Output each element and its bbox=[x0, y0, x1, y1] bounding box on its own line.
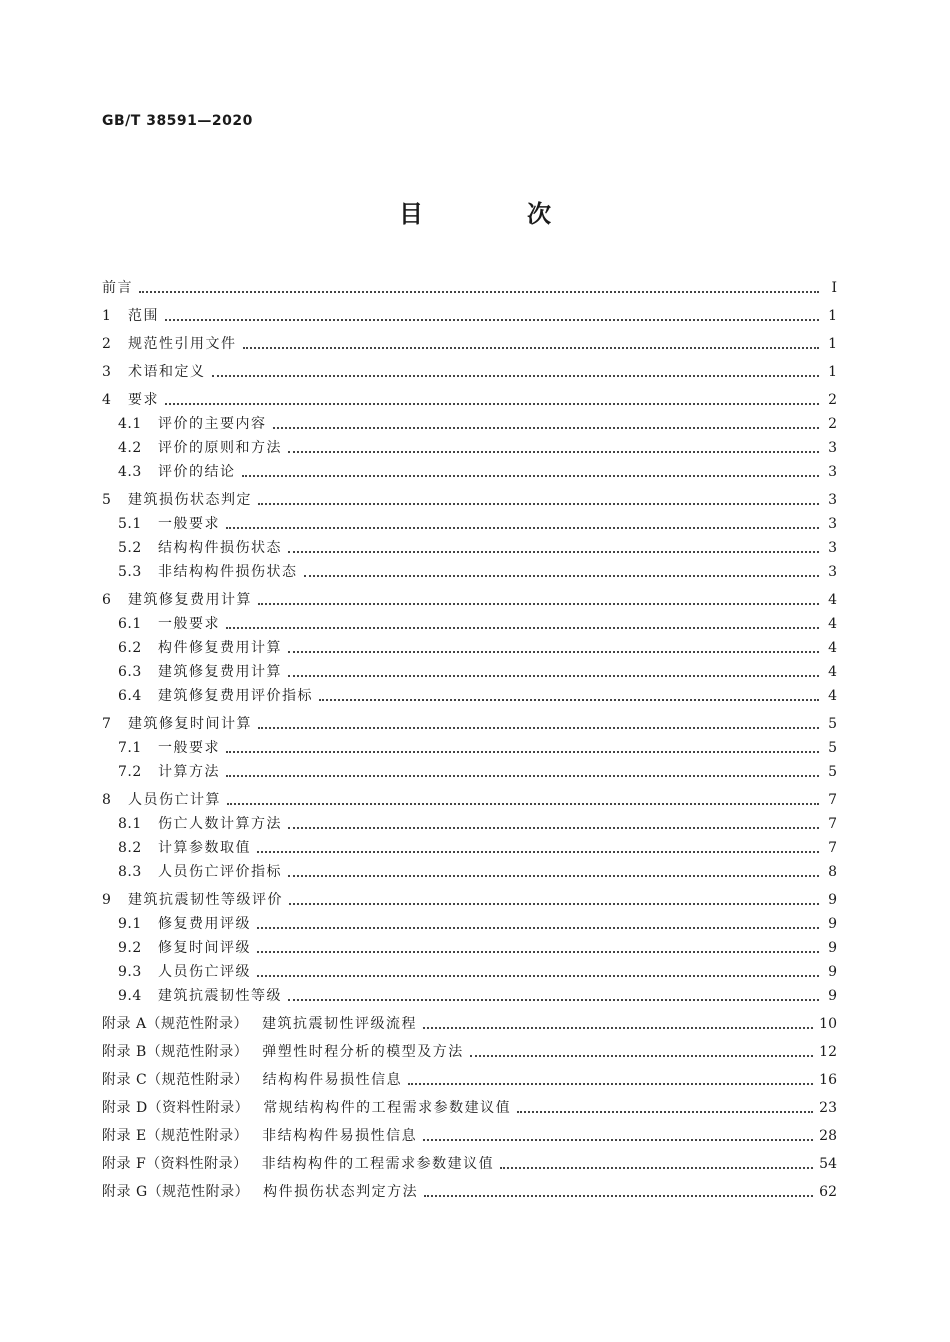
toc-entry[interactable] bbox=[102, 1036, 837, 1064]
dot-leader bbox=[258, 726, 819, 729]
toc-entry[interactable] bbox=[102, 356, 837, 384]
dot-leader bbox=[226, 626, 819, 629]
toc-entry-number: 9.1 bbox=[118, 916, 142, 932]
dot-leader bbox=[288, 826, 819, 829]
toc-entry-label: 建筑损伤状态判定 bbox=[128, 492, 252, 508]
toc-entry-page: 3 bbox=[828, 540, 837, 556]
dot-leader bbox=[257, 974, 819, 977]
toc-entry-label: 一般要求 bbox=[158, 740, 220, 756]
toc-entry-page: 4 bbox=[828, 592, 837, 608]
toc-entry-number: 9.2 bbox=[118, 940, 142, 956]
toc-entry-label: 人员伤亡评级 bbox=[158, 964, 251, 980]
dot-leader bbox=[288, 674, 819, 677]
toc-entry-number: 7.2 bbox=[118, 764, 142, 780]
dot-leader bbox=[139, 290, 819, 293]
toc-entry-page: 10 bbox=[819, 1016, 837, 1032]
toc-entry-number: 4.3 bbox=[118, 464, 142, 480]
toc-entry-page: 5 bbox=[828, 716, 837, 732]
toc-entry-label: 范围 bbox=[128, 308, 159, 324]
dot-leader bbox=[423, 1138, 813, 1141]
toc-entry-label: 建筑抗震韧性等级评价 bbox=[128, 892, 283, 908]
toc-entry-page: 7 bbox=[828, 792, 837, 808]
toc-entry-number: 8.1 bbox=[118, 816, 142, 832]
toc-entry[interactable] bbox=[102, 1120, 837, 1148]
toc-entry[interactable] bbox=[102, 912, 837, 936]
dot-leader bbox=[165, 402, 819, 405]
toc-entry-label: 一般要求 bbox=[158, 616, 220, 632]
toc-entry-page: 4 bbox=[828, 616, 837, 632]
page-title: 目 次 bbox=[399, 200, 591, 228]
toc-entry-label: 结构构件损伤状态 bbox=[158, 540, 282, 556]
toc-entry-page: 9 bbox=[828, 916, 837, 932]
toc-entry-label: 构件损伤状态判定方法 bbox=[263, 1184, 419, 1200]
toc-entry-number: 4 bbox=[102, 392, 112, 408]
toc-entry-number: 附录 E（规范性附录） bbox=[102, 1128, 249, 1144]
dot-leader bbox=[288, 550, 819, 553]
table-of-contents bbox=[102, 272, 837, 1204]
toc-entry-label: 建筑抗震韧性评级流程 bbox=[262, 1016, 418, 1032]
toc-entry-number: 9.3 bbox=[118, 964, 142, 980]
toc-entry[interactable] bbox=[102, 812, 837, 836]
toc-entry-number: 8 bbox=[102, 792, 112, 808]
toc-entry-number: 附录 B（规范性附录） bbox=[102, 1044, 249, 1060]
toc-entry[interactable] bbox=[102, 328, 837, 356]
dot-leader bbox=[226, 774, 819, 777]
toc-entry-page: 9 bbox=[828, 940, 837, 956]
toc-entry-page: 4 bbox=[828, 664, 837, 680]
toc-entry-page: 7 bbox=[828, 840, 837, 856]
dot-leader bbox=[288, 650, 819, 653]
dot-leader bbox=[273, 426, 820, 429]
toc-entry-number: 4.2 bbox=[118, 440, 142, 456]
toc-entry-number: 6.1 bbox=[118, 616, 142, 632]
toc-entry-label: 非结构构件易损性信息 bbox=[262, 1128, 418, 1144]
toc-entry-label: 评价的原则和方法 bbox=[158, 440, 282, 456]
toc-entry-number: 4.1 bbox=[118, 416, 142, 432]
dot-leader bbox=[257, 926, 819, 929]
toc-entry[interactable] bbox=[102, 760, 837, 784]
dot-leader bbox=[423, 1026, 813, 1029]
toc-entry-page: 28 bbox=[819, 1128, 837, 1144]
toc-entry[interactable] bbox=[102, 484, 837, 512]
toc-entry[interactable] bbox=[102, 936, 837, 960]
dot-leader bbox=[212, 374, 820, 377]
toc-entry-number: 6.2 bbox=[118, 640, 142, 656]
toc-entry[interactable] bbox=[102, 984, 837, 1008]
toc-entry-label: 一般要求 bbox=[158, 516, 220, 532]
toc-entry-page: 2 bbox=[828, 392, 837, 408]
toc-entry[interactable] bbox=[102, 684, 837, 708]
toc-entry[interactable] bbox=[102, 384, 837, 412]
toc-entry-page: 9 bbox=[828, 964, 837, 980]
toc-entry-label: 修复时间评级 bbox=[158, 940, 251, 956]
toc-entry-page: 7 bbox=[828, 816, 837, 832]
toc-entry-page: 1 bbox=[828, 364, 837, 380]
toc-entry-label: 计算参数取值 bbox=[158, 840, 251, 856]
toc-entry[interactable] bbox=[102, 860, 837, 884]
toc-entry-label: 建筑修复时间计算 bbox=[128, 716, 252, 732]
toc-entry-page: 2 bbox=[828, 416, 837, 432]
dot-leader bbox=[470, 1054, 813, 1057]
toc-entry-number: 5.2 bbox=[118, 540, 142, 556]
dot-leader bbox=[289, 902, 819, 905]
toc-entry-number: 5.3 bbox=[118, 564, 142, 580]
dot-leader bbox=[226, 750, 819, 753]
toc-entry-number: 7 bbox=[102, 716, 112, 732]
toc-entry[interactable] bbox=[102, 784, 837, 812]
toc-entry-number: 附录 F（资料性附录） bbox=[102, 1156, 248, 1172]
toc-entry-page: 5 bbox=[828, 740, 837, 756]
toc-entry-number: 7.1 bbox=[118, 740, 142, 756]
toc-entry-number: 3 bbox=[102, 364, 112, 380]
toc-entry-label: 前言 bbox=[102, 280, 133, 296]
toc-entry-number: 2 bbox=[102, 336, 112, 352]
toc-entry-page: 4 bbox=[828, 688, 837, 704]
toc-entry[interactable] bbox=[102, 300, 837, 328]
toc-entry-page: 54 bbox=[819, 1156, 837, 1172]
toc-entry-label: 计算方法 bbox=[158, 764, 220, 780]
toc-entry-number: 8.3 bbox=[118, 864, 142, 880]
toc-entry-page: 8 bbox=[828, 864, 837, 880]
toc-entry-label: 评价的主要内容 bbox=[158, 416, 267, 432]
toc-entry-page: 9 bbox=[828, 892, 837, 908]
toc-entry-label: 弹塑性时程分析的模型及方法 bbox=[262, 1044, 464, 1060]
toc-entry-label: 建筑修复费用评价指标 bbox=[158, 688, 313, 704]
toc-entry-number: 9.4 bbox=[118, 988, 142, 1004]
toc-entry-label: 结构构件易损性信息 bbox=[262, 1072, 403, 1088]
dot-leader bbox=[226, 526, 819, 529]
toc-entry-page: 3 bbox=[828, 516, 837, 532]
toc-entry[interactable] bbox=[102, 612, 837, 636]
dot-leader bbox=[165, 318, 819, 321]
toc-entry-number: 9 bbox=[102, 892, 112, 908]
toc-entry-page: 3 bbox=[828, 564, 837, 580]
dot-leader bbox=[243, 346, 820, 349]
toc-entry-page: 62 bbox=[819, 1184, 837, 1200]
toc-entry[interactable] bbox=[102, 512, 837, 536]
toc-entry[interactable] bbox=[102, 1148, 837, 1176]
toc-entry-label: 建筑抗震韧性等级 bbox=[158, 988, 282, 1004]
toc-entry[interactable] bbox=[102, 272, 837, 300]
toc-entry-number: 附录 D（资料性附录） bbox=[102, 1100, 250, 1116]
toc-entry[interactable] bbox=[102, 460, 837, 484]
dot-leader bbox=[288, 874, 819, 877]
toc-entry[interactable] bbox=[102, 412, 837, 436]
dot-leader bbox=[258, 602, 819, 605]
toc-entry-label: 非结构构件的工程需求参数建议值 bbox=[261, 1156, 495, 1172]
toc-entry-number: 附录 G（规范性附录） bbox=[102, 1184, 250, 1200]
toc-entry-page: 16 bbox=[819, 1072, 837, 1088]
toc-entry-label: 非结构构件损伤状态 bbox=[158, 564, 298, 580]
toc-entry-number: 5.1 bbox=[118, 516, 142, 532]
toc-entry-label: 人员伤亡计算 bbox=[128, 792, 221, 808]
toc-entry-number: 5 bbox=[102, 492, 112, 508]
toc-entry[interactable] bbox=[102, 836, 837, 860]
toc-entry-number: 8.2 bbox=[118, 840, 142, 856]
toc-entry[interactable] bbox=[102, 536, 837, 560]
toc-entry-page: 4 bbox=[828, 640, 837, 656]
toc-entry[interactable] bbox=[102, 884, 837, 912]
toc-entry-label: 修复费用评级 bbox=[158, 916, 251, 932]
toc-entry[interactable] bbox=[102, 660, 837, 684]
toc-entry[interactable] bbox=[102, 436, 837, 460]
toc-entry[interactable] bbox=[102, 560, 837, 584]
toc-entry-number: 6.3 bbox=[118, 664, 142, 680]
dot-leader bbox=[257, 850, 819, 853]
toc-entry-page: 23 bbox=[819, 1100, 837, 1116]
toc-entry-number: 1 bbox=[102, 308, 112, 324]
dot-leader bbox=[288, 998, 819, 1001]
toc-entry-page: 1 bbox=[828, 308, 837, 324]
toc-entry-page: 9 bbox=[828, 988, 837, 1004]
dot-leader bbox=[517, 1110, 813, 1113]
toc-entry-page: Ⅰ bbox=[831, 280, 837, 296]
dot-leader bbox=[288, 450, 819, 453]
toc-entry-label: 建筑修复费用计算 bbox=[158, 664, 282, 680]
dot-leader bbox=[227, 802, 819, 805]
toc-entry-label: 人员伤亡评价指标 bbox=[158, 864, 282, 880]
toc-entry-page: 5 bbox=[828, 764, 837, 780]
toc-entry[interactable] bbox=[102, 584, 837, 612]
standard-code: GB/T 38591—2020 bbox=[102, 113, 253, 129]
dot-leader bbox=[319, 698, 819, 701]
toc-entry[interactable] bbox=[102, 1064, 837, 1092]
toc-entry-label: 常规结构构件的工程需求参数建议值 bbox=[263, 1100, 512, 1116]
dot-leader bbox=[500, 1166, 813, 1169]
toc-entry-number: 附录 C（规范性附录） bbox=[102, 1072, 249, 1088]
toc-entry[interactable] bbox=[102, 1008, 837, 1036]
dot-leader bbox=[242, 474, 820, 477]
dot-leader bbox=[304, 574, 820, 577]
toc-entry-number: 6 bbox=[102, 592, 112, 608]
toc-entry-number: 6.4 bbox=[118, 688, 142, 704]
toc-entry[interactable] bbox=[102, 708, 837, 736]
toc-entry-label: 评价的结论 bbox=[158, 464, 236, 480]
toc-entry-page: 3 bbox=[828, 492, 837, 508]
toc-entry-page: 3 bbox=[828, 464, 837, 480]
dot-leader bbox=[258, 502, 819, 505]
toc-entry-number: 附录 A（规范性附录） bbox=[102, 1016, 249, 1032]
toc-entry[interactable] bbox=[102, 1092, 837, 1120]
toc-entry-label: 建筑修复费用计算 bbox=[128, 592, 252, 608]
toc-entry[interactable] bbox=[102, 1176, 837, 1204]
dot-leader bbox=[408, 1082, 813, 1085]
toc-entry-label: 要求 bbox=[128, 392, 159, 408]
toc-entry-label: 术语和定义 bbox=[128, 364, 206, 380]
toc-entry-page: 1 bbox=[828, 336, 837, 352]
dot-leader bbox=[257, 950, 819, 953]
dot-leader bbox=[424, 1194, 813, 1197]
toc-entry-page: 3 bbox=[828, 440, 837, 456]
toc-entry[interactable] bbox=[102, 736, 837, 760]
toc-entry[interactable] bbox=[102, 960, 837, 984]
toc-entry-page: 12 bbox=[819, 1044, 837, 1060]
toc-entry-label: 构件修复费用计算 bbox=[158, 640, 282, 656]
toc-entry[interactable] bbox=[102, 636, 837, 660]
toc-entry-label: 伤亡人数计算方法 bbox=[158, 816, 282, 832]
toc-entry-label: 规范性引用文件 bbox=[128, 336, 237, 352]
